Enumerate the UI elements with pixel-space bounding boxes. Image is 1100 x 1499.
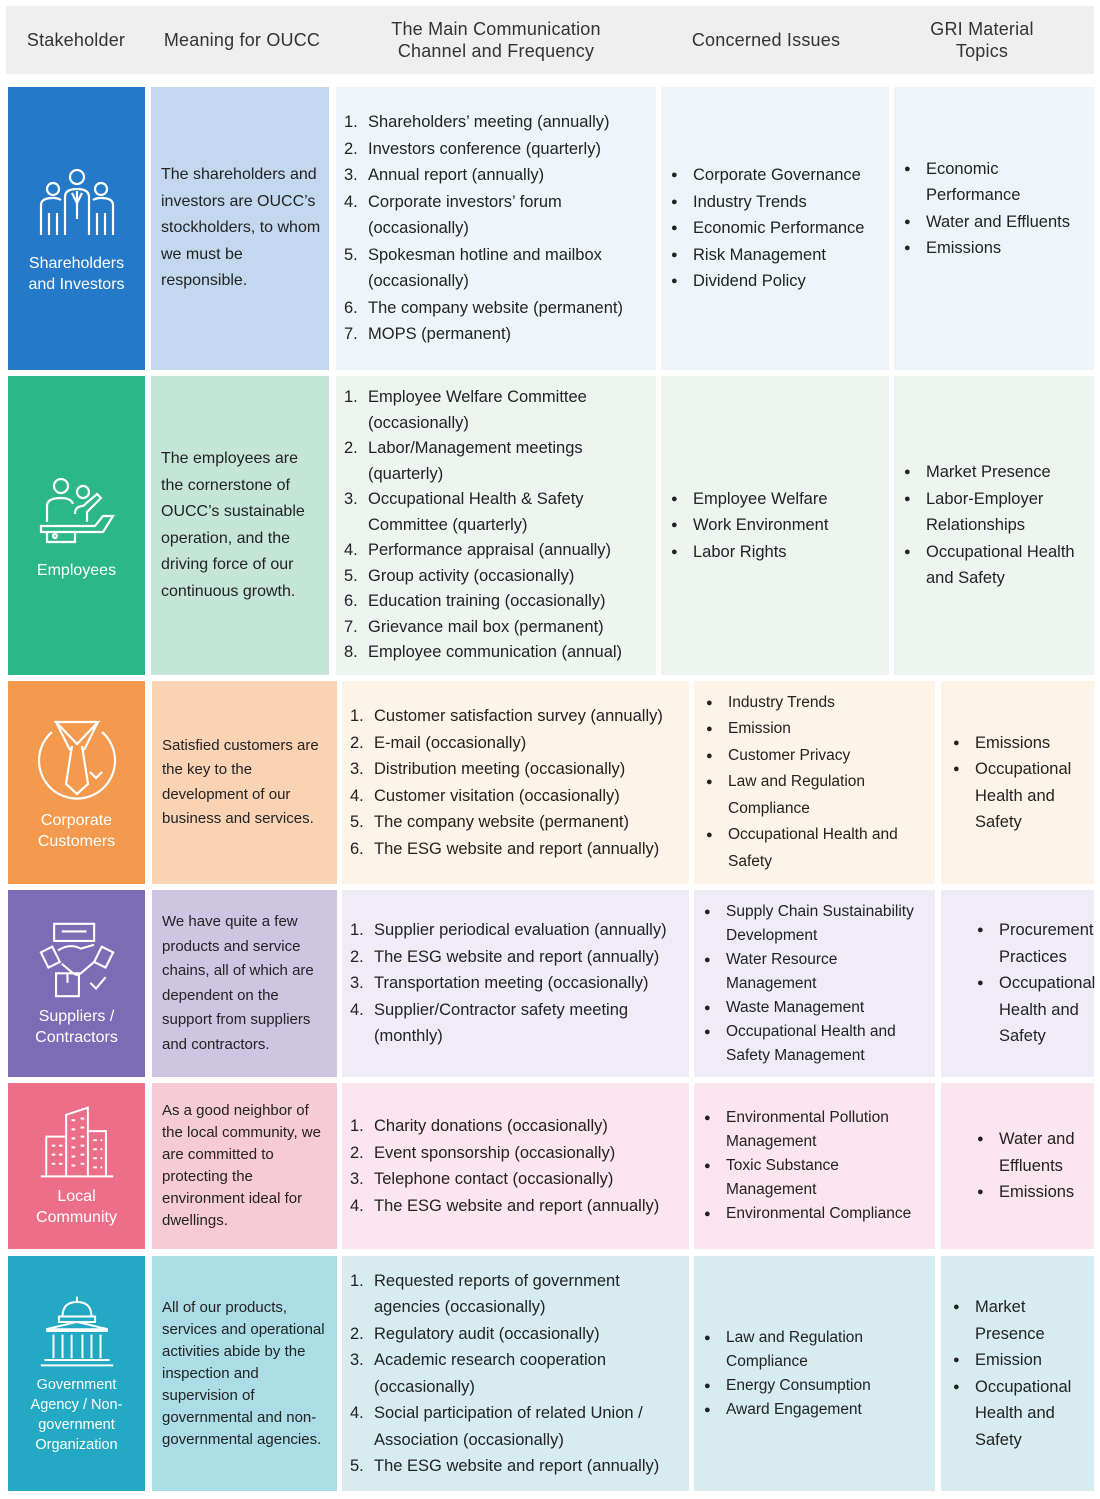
list-item: 1. Supplier periodical evaluation (annually) (350, 921, 667, 940)
list-item: 1. Employee Welfare Committee (occasionally) (344, 388, 587, 432)
list-item: ● Water and Effluents (902, 209, 1090, 236)
list-item: ● Market Presence (951, 1294, 1090, 1347)
list-item: 8. Employee communication (annual) (344, 643, 623, 662)
list-item: ● Dividend Policy (669, 268, 885, 295)
list-item: ● Industry Trends (704, 690, 931, 717)
list-item: 5. Spokesman hotline and mailbox (occasionally) (344, 245, 602, 291)
list-item: ● Risk Management (669, 242, 885, 269)
list-item: ● Water Resource Management (702, 948, 931, 996)
list-item: ● Economic Performance (669, 215, 885, 242)
stakeholder-employees (8, 376, 145, 675)
header-stakeholder: Stakeholder (26, 30, 126, 50)
list-item: ● Labor Rights (669, 539, 885, 566)
list-item: ● Emissions (951, 730, 1090, 757)
list-item: 3. Transportation meeting (occasionally) (350, 974, 649, 993)
gri-cell (941, 681, 1094, 884)
list-item: ● Emissions (975, 1179, 1090, 1206)
channel-cell (336, 87, 656, 370)
stakeholder-label: Government Agency / Non-government Organization (30, 1376, 123, 1453)
list-item: ● Employee Welfare (669, 486, 885, 513)
meaning-cell: The shareholders and investors are OUCC’s stockholders, to whom we must be responsible. (151, 87, 329, 370)
list-item: 3. Occupational Health & Safety Committee (quarterly) (344, 490, 584, 534)
list-item: 2. Regulatory audit (occasionally) (350, 1324, 600, 1343)
list-item: ● Corporate Governance (669, 162, 885, 189)
stakeholder-label: Local (57, 1188, 96, 1205)
meaning-cell: We have quite a few products and service chains, all of which are dependent on the support from suppliers and contractors. (152, 890, 337, 1077)
header-meaning: Meaning for OUCC (163, 30, 321, 50)
list-item: 2. Event sponsorship (occasionally) (350, 1143, 616, 1162)
corporate-customer-icon (32, 714, 122, 804)
meaning-cell: Satisfied customers are the key to the development of our business and services. (152, 681, 337, 884)
stakeholder-shareholders (8, 87, 145, 370)
list-item: ● Emissions (902, 235, 1090, 262)
list-item: ● Law and Regulation Compliance (704, 769, 931, 822)
list-item: ● Market Presence (902, 459, 1090, 486)
list-item: ● Occupational Health and Safety (951, 756, 1090, 836)
list-item: ● Occupational Health and Safety (975, 970, 1090, 1050)
handshake-icon (37, 920, 117, 1000)
employees-icon (35, 470, 119, 554)
list-item: ● Energy Consumption (702, 1374, 931, 1398)
channel-cell (342, 681, 689, 884)
gri-cell (941, 890, 1094, 1077)
issues-cell (694, 681, 935, 884)
stakeholder-label: Corporate (40, 811, 113, 829)
meaning-cell: As a good neighbor of the local community, we are committed to protecting the environment ideal for dwellings. (152, 1083, 337, 1249)
list-item: 4. Social participation of related Union / Association (occasionally) (350, 1404, 643, 1449)
meaning-cell: The employees are the cornerstone of OUCC’s sustainable operation, and the driving force of our continuous growth. (151, 376, 329, 675)
header-channel: The Main Communication Channel and Frequency (391, 19, 601, 61)
stakeholder-label: Community (36, 1209, 117, 1226)
stakeholder-label: Employees (36, 562, 117, 579)
list-item: ● Work Environment (669, 512, 885, 539)
stakeholder-label: Suppliers / (38, 1007, 115, 1025)
gri-cell (894, 87, 1094, 370)
list-item: 4. Supplier/Contractor safety meeting (monthly) (350, 1000, 629, 1046)
list-item: 3. Academic research cooperation (occasionally) (350, 1351, 607, 1396)
stakeholder-suppliers (8, 890, 145, 1077)
list-item: ● Environmental Pollution Management (702, 1106, 931, 1154)
stakeholder-corporate-customers (8, 681, 145, 884)
stakeholder-local-community (8, 1083, 145, 1249)
header-gri: GRI Material Topics (930, 19, 1034, 61)
list-item: ● Law and Regulation Compliance (702, 1326, 931, 1374)
stakeholder-label: Customers (37, 832, 116, 850)
issues-cell (694, 890, 935, 1077)
list-item: ● Customer Privacy (704, 743, 931, 770)
investors-icon (35, 163, 119, 247)
list-item: ● Occupational Health and Safety (951, 1374, 1090, 1454)
list-item: ● Waste Management (702, 996, 931, 1020)
channel-cell (336, 376, 656, 675)
list-item: ● Toxic Substance Management (702, 1154, 931, 1202)
list-item: 2. E-mail (occasionally) (350, 733, 527, 752)
list-item: ● Water and Effluents (975, 1126, 1090, 1179)
channel-cell (342, 890, 689, 1077)
list-item: 4. Corporate investors’ forum (occasionally) (344, 192, 562, 238)
list-item: ● Occupational Health and Safety Management (702, 1020, 931, 1068)
stakeholder-label: Contractors (35, 1028, 118, 1046)
list-item: 1. Customer satisfaction survey (annually) (350, 707, 663, 725)
list-item: 4. Customer visitation (occasionally) (350, 786, 620, 805)
list-item: 1. Shareholders’ meeting (annually) (344, 113, 610, 132)
issues-cell (661, 87, 889, 370)
stakeholder-government (8, 1256, 145, 1491)
government-building-icon (39, 1293, 115, 1369)
list-item: ● Economic Performance (902, 156, 1090, 209)
gri-cell (941, 1256, 1094, 1491)
list-item: 7. MOPS (permanent) (344, 325, 512, 344)
list-item: ● Procurement Practices (975, 917, 1090, 970)
list-item: 5. Group activity (occasionally) (344, 566, 575, 585)
list-item: 6. The company website (permanent) (344, 298, 623, 317)
list-item: 3. Annual report (annually) (344, 166, 545, 185)
channel-cell (342, 1083, 689, 1249)
list-item: 2. Investors conference (quarterly) (344, 139, 601, 158)
list-item: 6. Education training (occasionally) (344, 592, 606, 611)
list-item: ● Supply Chain Sustainability Development (702, 900, 931, 948)
list-item: 5. The ESG website and report (annually) (350, 1457, 660, 1475)
list-item: 2. Labor/Management meetings (quarterly) (344, 439, 583, 483)
list-item: 2. The ESG website and report (annually) (350, 947, 660, 966)
gri-cell (941, 1083, 1094, 1249)
list-item: ● Occupational Health and Safety (902, 539, 1090, 592)
issues-cell (694, 1083, 935, 1249)
city-buildings-icon (39, 1104, 115, 1180)
list-item: 7. Grievance mail box (permanent) (344, 617, 604, 636)
meaning-cell: All of our products, services and operational activities abide by the inspection and supervision of governmental and non-governmental agencies. (152, 1256, 337, 1491)
issues-cell (661, 376, 889, 675)
list-item: 3. Telephone contact (occasionally) (350, 1170, 614, 1188)
gri-cell (894, 376, 1094, 675)
list-item: 4. Performance appraisal (annually) (344, 541, 612, 560)
list-item: ● Emission (951, 1347, 1090, 1374)
list-item: ● Environmental Compliance (702, 1202, 931, 1226)
list-item: ● Emission (704, 716, 931, 743)
list-item: ● Occupational Health and Safety (704, 822, 931, 875)
stakeholder-label: Shareholders (28, 254, 125, 272)
list-item: ● Labor-Employer Relationships (902, 486, 1090, 539)
channel-cell (342, 1256, 689, 1491)
list-item: ● Industry Trends (669, 189, 885, 216)
header-issues: Concerned Issues (691, 30, 841, 50)
list-item: 1. Requested reports of government agencies (occasionally) (350, 1271, 620, 1316)
stakeholder-label: and Investors (28, 275, 125, 293)
list-item: 5. The company website (permanent) (350, 813, 629, 831)
list-item: 1. Charity donations (occasionally) (350, 1117, 608, 1135)
list-item: ● Award Engagement (702, 1398, 931, 1422)
list-item: 6. The ESG website and report (annually) (350, 839, 660, 858)
issues-cell (694, 1256, 935, 1491)
list-item: 4. The ESG website and report (annually) (350, 1196, 660, 1215)
list-item: 3. Distribution meeting (occasionally) (350, 760, 626, 778)
